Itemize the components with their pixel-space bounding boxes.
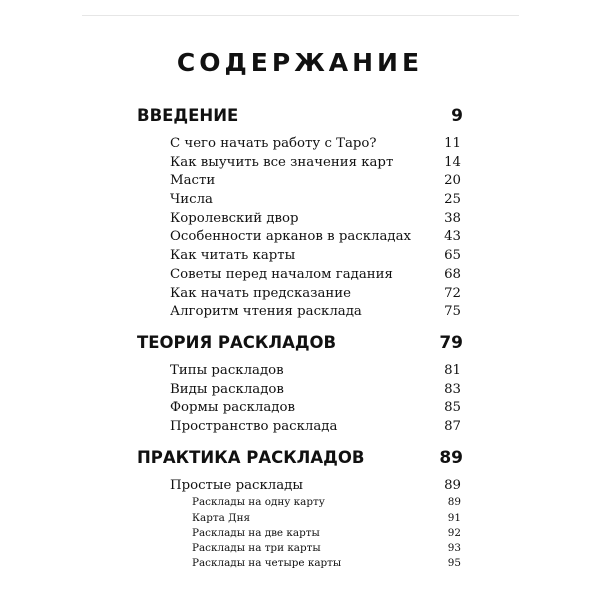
- toc-entry[interactable]: [170, 173, 463, 192]
- entry-page-number: 89: [444, 477, 461, 493]
- toc-entry[interactable]: [170, 419, 463, 438]
- section-entries: [137, 136, 463, 323]
- entry-label: Как выучить все значения карт: [170, 154, 394, 170]
- subentry-page-number: 89: [447, 496, 461, 509]
- toc-entry[interactable]: [170, 478, 463, 497]
- toc-entry[interactable]: [170, 136, 463, 155]
- entry-label: Алгоритм чтения расклада: [170, 304, 362, 320]
- toc-subentry[interactable]: [192, 557, 463, 572]
- toc-entry[interactable]: [170, 382, 463, 401]
- toc-entry[interactable]: [170, 304, 463, 323]
- page-title: СОДЕРЖАНИЕ: [176, 48, 424, 77]
- toc-subentry[interactable]: [192, 512, 463, 527]
- entry-page-number: 65: [444, 248, 461, 264]
- toc-entry[interactable]: [170, 155, 463, 174]
- entry-page-number: 87: [444, 418, 461, 434]
- entry-page-number: 72: [444, 285, 461, 301]
- section-entries: [137, 363, 463, 438]
- toc-entry[interactable]: [170, 267, 463, 286]
- toc-entry[interactable]: [170, 192, 463, 211]
- entry-page-number: 81: [444, 362, 461, 378]
- toc-section-theory: [137, 333, 463, 438]
- entry-page-number: 43: [444, 229, 461, 245]
- entry-label: С чего начать работу с Таро?: [170, 136, 377, 151]
- entry-label: Советы перед началом гадания: [170, 266, 393, 282]
- top-divider: [82, 15, 519, 16]
- section-heading-row[interactable]: [137, 333, 463, 363]
- section-entries: [137, 478, 463, 573]
- toc-subentry[interactable]: [192, 496, 463, 511]
- toc-section-introduction: [137, 106, 463, 323]
- entry-label: Как читать карты: [170, 248, 296, 264]
- subentry-page-number: 95: [447, 557, 461, 570]
- toc-subentry[interactable]: [192, 542, 463, 557]
- entry-label: Пространство расклада: [170, 418, 338, 434]
- subentry-label: Карта Дня: [192, 511, 251, 524]
- subentry-page-number: 93: [447, 541, 461, 554]
- toc-subentry[interactable]: [192, 527, 463, 542]
- entry-page-number: 14: [444, 154, 461, 170]
- section-page-number: 89: [439, 447, 463, 468]
- entry-label: Формы раскладов: [170, 400, 295, 416]
- toc-entry[interactable]: [170, 211, 463, 230]
- toc-entry[interactable]: [170, 229, 463, 248]
- entry-label: Масти: [170, 173, 216, 189]
- subentry-label: Расклады на одну карту: [192, 496, 325, 509]
- entry-label: Простые расклады: [170, 477, 303, 493]
- subentry-page-number: 91: [447, 511, 461, 524]
- table-of-contents: [137, 106, 463, 572]
- entry-page-number: 11: [444, 136, 461, 151]
- subentries: [170, 496, 463, 572]
- entry-label: Королевский двор: [170, 210, 299, 226]
- section-page-number: 79: [439, 332, 463, 353]
- subentry-label: Расклады на три карты: [192, 541, 321, 554]
- toc-entry[interactable]: [170, 363, 463, 382]
- entry-page-number: 68: [444, 266, 461, 282]
- entry-label: Числа: [170, 192, 213, 208]
- section-heading: ПРАКТИКА РАСКЛАДОВ: [137, 447, 365, 467]
- subentry-page-number: 92: [447, 526, 461, 539]
- entry-label: Как начать предсказание: [170, 285, 351, 301]
- section-heading-row[interactable]: [137, 448, 463, 478]
- section-heading: ТЕОРИЯ РАСКЛАДОВ: [137, 332, 337, 352]
- section-heading: ВВЕДЕНИЕ: [137, 106, 239, 125]
- section-page-number: 9: [451, 106, 463, 126]
- entry-page-number: 38: [444, 210, 461, 226]
- toc-entry[interactable]: [170, 248, 463, 267]
- toc-entry[interactable]: [170, 400, 463, 419]
- section-heading-row[interactable]: [137, 106, 463, 136]
- entry-page-number: 83: [444, 381, 461, 397]
- entry-page-number: 75: [444, 304, 461, 320]
- entry-page-number: 20: [444, 173, 461, 189]
- entry-label: Виды раскладов: [170, 381, 284, 397]
- entry-page-number: 25: [444, 192, 461, 208]
- toc-section-practice: [137, 448, 463, 573]
- toc-entry[interactable]: [170, 286, 463, 305]
- entry-label: Особенности арканов в раскладах: [170, 229, 412, 245]
- entry-label: Типы раскладов: [170, 362, 284, 378]
- subentry-label: Расклады на четыре карты: [192, 557, 342, 570]
- subentry-label: Расклады на две карты: [192, 526, 320, 539]
- entry-page-number: 85: [444, 400, 461, 416]
